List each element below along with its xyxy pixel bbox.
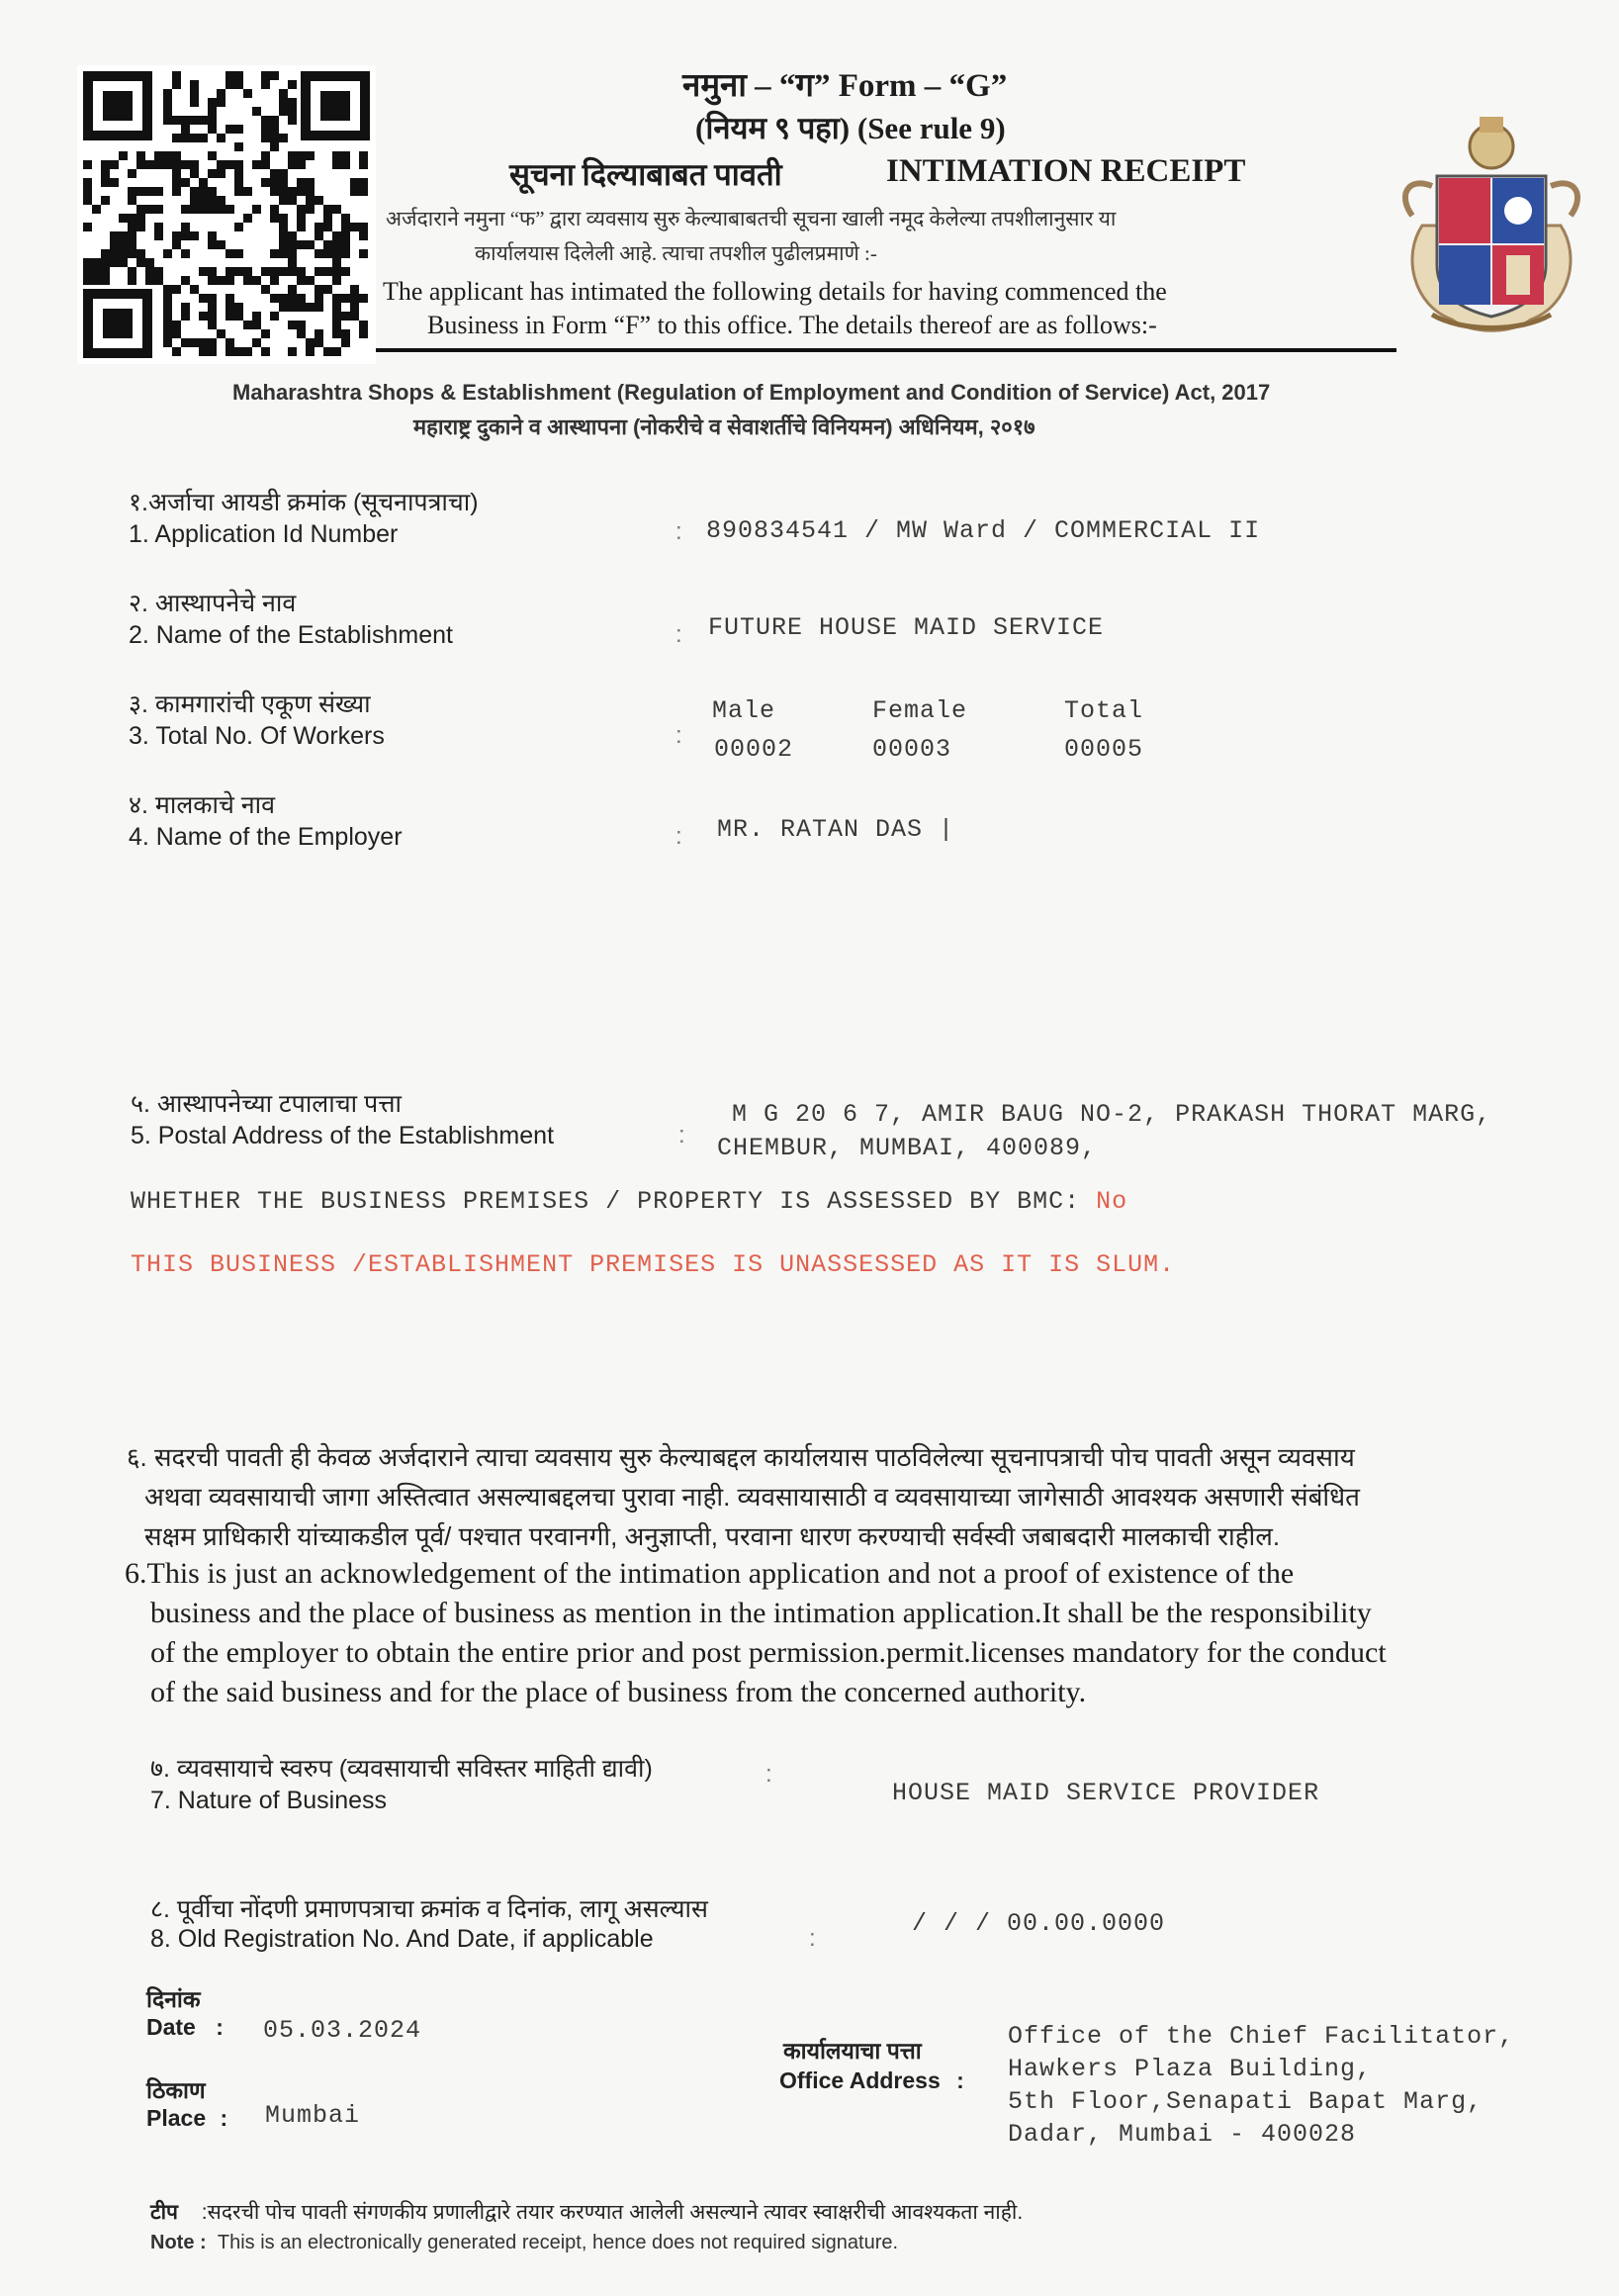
tip-text: :सदरची पोच पावती संगणकीय प्रणालीद्वारे तयार करण्यात आलेली असल्याने त्यावर स्वाक्षरीची आवश्यकता नाही. (201, 2201, 1024, 2224)
place-value: Mumbai (265, 2101, 361, 2130)
rule-line: (नियम ९ पहा) (See rule 9) (695, 111, 1006, 145)
place-colon: : (220, 2105, 228, 2131)
place-label-text: Place (146, 2105, 207, 2131)
clause-6-marathi-1: ६. सदरची पावती ही केवळ अर्जदाराने त्याचा व्यवसाय सुरु केल्याबद्दल कार्यालयास पाठविलेल्या सूचनापत्राची पोच पावती असून व्यवसाय (127, 1442, 1355, 1472)
tip-label: टीप (150, 2201, 178, 2224)
date-colon: : (216, 2014, 224, 2040)
tip-marathi (150, 2198, 1023, 2226)
clause-6-english-2: business and the place of business as mention in the intimation application.It shall be the responsibility (150, 1597, 1372, 1629)
note-english (150, 2232, 898, 2254)
act-marathi: महाराष्ट्र दुकाने व आस्थापना (नोकरीचे व सेवाशर्तीचे विनियमन) अधिनियम, २०१७ (413, 414, 1035, 439)
qr-code (77, 65, 376, 364)
field-1-colon: : (675, 518, 682, 545)
place-label-marathi: ठिकाण (146, 2077, 206, 2103)
field-5-colon: : (678, 1122, 685, 1148)
intro-english-1: The applicant has intimated the following details for having commenced the (383, 277, 1167, 306)
field-4-label: 4. Name of the Employer (129, 823, 403, 851)
clause-6-english-4: of the said business and for the place of business from the concerned authority. (150, 1676, 1087, 1708)
field-8-colon: : (809, 1925, 816, 1952)
clause-6-english-1: 6.This is just an acknowledgement of the intimation application and not a proof of existence of the (125, 1557, 1295, 1590)
assessment-question-text: WHETHER THE BUSINESS PREMISES / PROPERTY IS ASSESSED BY BMC: (131, 1187, 1081, 1216)
female-label: Female (872, 696, 968, 725)
office-label-marathi: कार्यालयाचा पत्ता (783, 2038, 922, 2064)
application-id-value: 890834541 / MW Ward / COMMERCIAL II (706, 516, 1261, 545)
field-1-label: 1. Application Id Number (129, 520, 399, 548)
field-2-colon: : (675, 621, 682, 648)
bmc-emblem (1393, 107, 1590, 339)
field-7-label-marathi: ७. व्यवसायाचे स्वरुप (व्यवसायाची सविस्तर माहिती द्यावी) (150, 1755, 653, 1783)
field-8-label: 8. Old Registration No. And Date, if applicable (150, 1925, 654, 1953)
office-address-line-2: Hawkers Plaza Building, (1008, 2055, 1373, 2083)
date-label (146, 2014, 224, 2041)
old-registration-value: / / / 00.00.0000 (912, 1909, 1166, 1938)
form-line: नमुना – “ग” Form – “G” (682, 68, 1008, 104)
field-3-colon: : (675, 722, 682, 749)
field-1-label-marathi: १.अर्जाचा आयडी क्रमांक (सूचनापत्राचा) (129, 489, 479, 516)
postal-address-line-2: CHEMBUR, MUMBAI, 400089, (717, 1134, 1098, 1162)
male-label: Male (712, 696, 776, 725)
employer-name-value: MR. RATAN DAS | (717, 815, 955, 844)
female-count: 00003 (872, 735, 952, 764)
assessment-remark: THIS BUSINESS /ESTABLISHMENT PREMISES IS UNASSESSED AS IT IS SLUM. (131, 1250, 1176, 1279)
intro-marathi-2: कार्यालयास दिलेली आहे. त्याचा तपशील पुढीलप्रमाणे :- (475, 241, 877, 265)
nature-of-business-value: HOUSE MAID SERVICE PROVIDER (892, 1779, 1320, 1807)
office-colon: : (956, 2067, 964, 2093)
office-address-line-3: 5th Floor,Senapati Bapat Marg, (1008, 2087, 1484, 2116)
male-count: 00002 (714, 735, 794, 764)
field-5-label-marathi: ५. आस्थापनेच्या टपालाचा पत्ता (131, 1090, 402, 1118)
field-4-label-marathi: ४. मालकाचे नाव (129, 791, 276, 819)
intro-english-2: Business in Form “F” to this office. The details thereof are as follows:- (427, 311, 1157, 339)
note-text: This is an electronically generated receipt, hence does not required signature. (217, 2232, 899, 2253)
field-5-label: 5. Postal Address of the Establishment (131, 1122, 555, 1149)
assessment-question (131, 1187, 1127, 1216)
title-marathi: सूचना दिल्याबाबत पावती (509, 157, 782, 192)
clause-6-marathi-2: अथवा व्यवसायाची जागा अस्तित्वात असल्याबद्दलचा पुरावा नाही. व्यवसायासाठी व व्यवसायाच्या जागेसाठी आवश्यक असणारी संबंधित (144, 1482, 1360, 1512)
clause-6-marathi-3: सक्षम प्राधिकारी यांच्याकडील पूर्व/ पश्चात परवानगी, अनुज्ञाप्ती, परवाना धारण करण्याची सर्वस्वी जबाबदारी मालकाची राहील. (144, 1521, 1281, 1551)
field-8-label-marathi: ८. पूर्वीचा नोंदणी प्रमाणपत्राचा क्रमांक व दिनांक, लागू असल्यास (150, 1895, 708, 1923)
field-3-label-marathi: ३. कामगारांची एकूण संख्या (129, 690, 371, 718)
field-2-label: 2. Name of the Establishment (129, 621, 453, 649)
field-7-label: 7. Nature of Business (150, 1787, 388, 1814)
place-label (146, 2105, 227, 2132)
office-address-line-1: Office of the Chief Facilitator, (1008, 2022, 1515, 2051)
field-3-label: 3. Total No. Of Workers (129, 722, 385, 750)
date-value: 05.03.2024 (263, 2016, 422, 2045)
clause-6-english-3: of the employer to obtain the entire prior and post permission.permit.licenses mandatory for the conduct (150, 1636, 1387, 1669)
intro-marathi-1: अर्जदाराने नमुना “फ” द्वारा व्यवसाय सुरु केल्याबाबतची सूचना खाली नमूद केलेल्या तपशीलानुसार या (386, 207, 1117, 230)
total-count: 00005 (1064, 735, 1144, 764)
note-label: Note : (150, 2232, 207, 2253)
field-2-label-marathi: २. आस्थापनेचे नाव (129, 590, 297, 617)
bmc-emblem-icon (1393, 107, 1590, 339)
postal-address-line-1: M G 20 6 7, AMIR BAUG NO-2, PRAKASH THORAT MARG, (732, 1100, 1492, 1129)
assessment-answer: No (1096, 1187, 1128, 1216)
total-label: Total (1064, 696, 1144, 725)
qr-code-icon (77, 65, 376, 364)
establishment-name-value: FUTURE HOUSE MAID SERVICE (708, 613, 1105, 642)
field-7-colon: : (765, 1761, 772, 1788)
office-address-line-4: Dadar, Mumbai - 400028 (1008, 2120, 1357, 2149)
date-label-marathi: दिनांक (146, 1986, 201, 2012)
field-4-colon: : (675, 823, 682, 850)
office-label (779, 2067, 964, 2094)
header-divider (376, 348, 1396, 352)
page-title: INTIMATION RECEIPT (886, 153, 1246, 189)
office-label-text: Office Address (779, 2067, 941, 2093)
date-label-text: Date (146, 2014, 196, 2040)
act-english: Maharashtra Shops & Establishment (Regulation of Employment and Condition of Service) Act, 2017 (232, 380, 1271, 405)
